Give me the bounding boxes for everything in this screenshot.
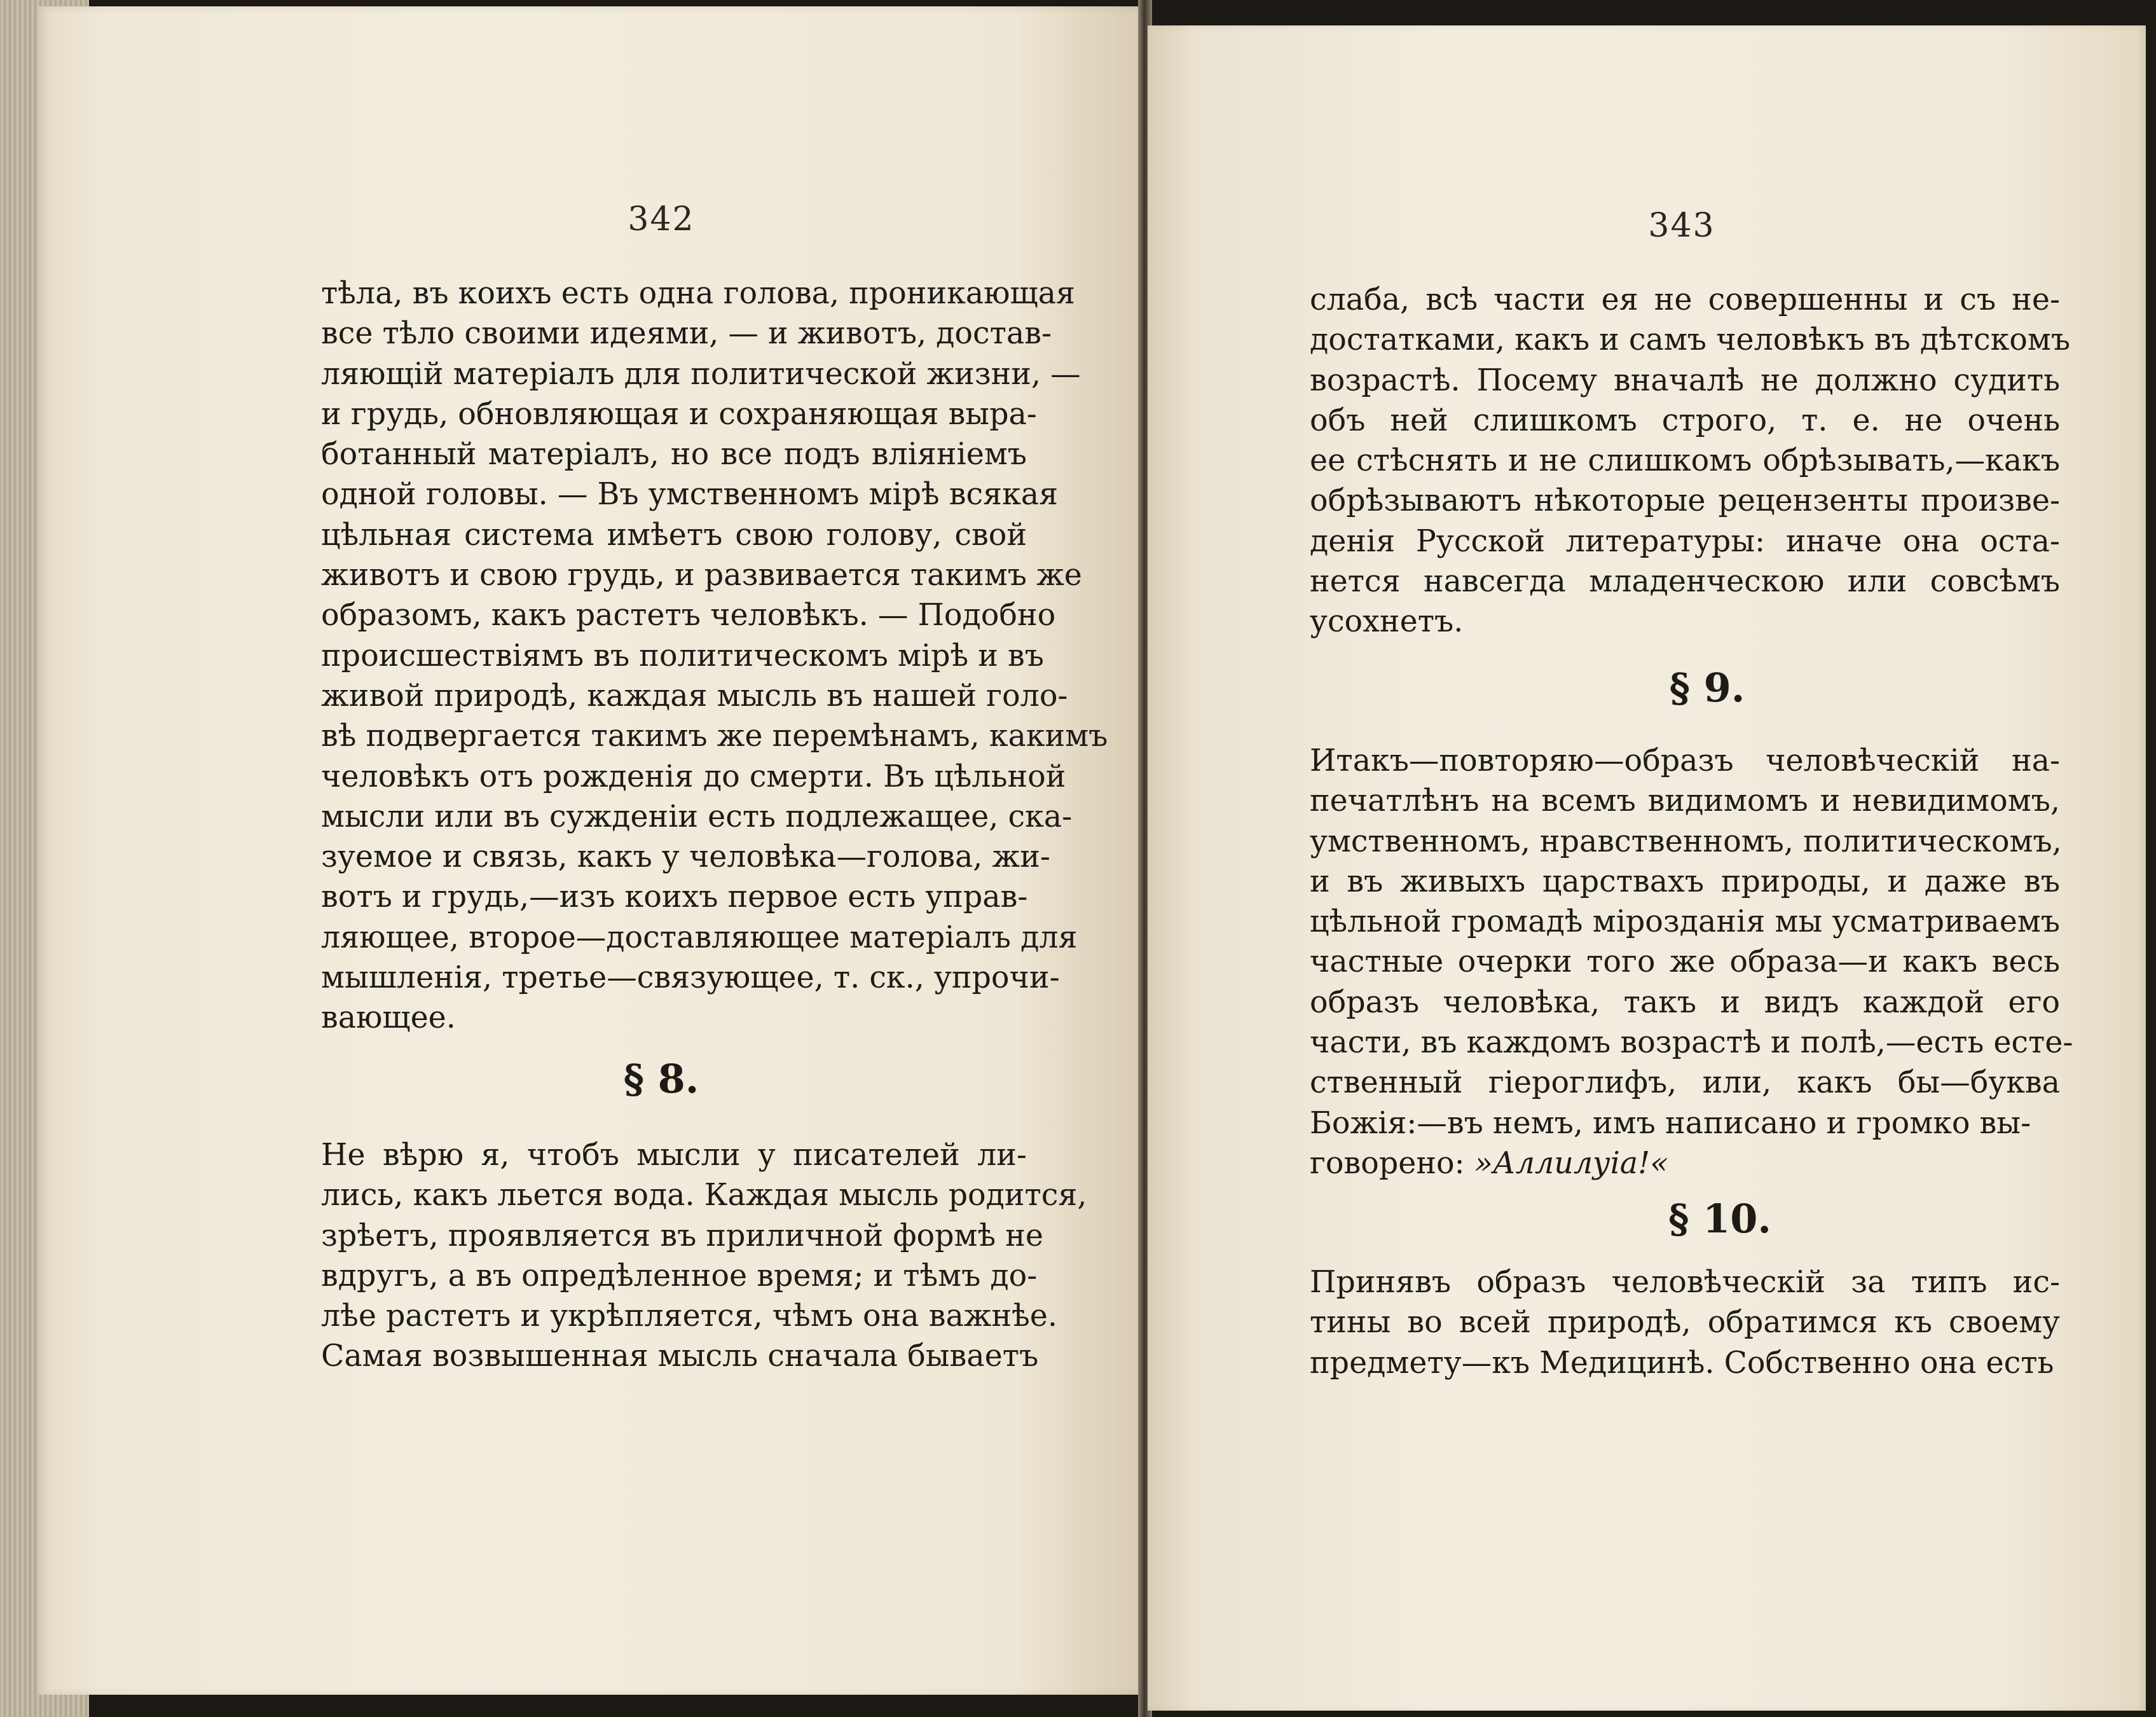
paragraph <box>321 1135 1087 1377</box>
text-line: образомъ, какъ растетъ человѣкъ. — Подобно <box>321 598 1056 633</box>
text-line: денія Русской литературы: иначе она оста- <box>1310 523 2060 559</box>
text-line: одной головы. — Въ умственномъ мірѣ всякая <box>321 477 1059 513</box>
paragraph <box>1310 741 2073 1143</box>
text-line: лѣе растетъ и укрѣпляется, чѣмъ она важнѣе. <box>321 1299 1057 1334</box>
text-line: и грудь, обновляющая и сохраняющая выра- <box>321 396 1037 432</box>
text-line: ее стѣснять и не слишкомъ обрѣзывать,—какъ <box>1310 443 2060 479</box>
paragraph-last-line <box>1310 1143 2060 1183</box>
text-line: живой природѣ, каждая мысль въ нашей голо- <box>321 678 1068 714</box>
text-line: слаба, всѣ части ея не совершенны и съ не- <box>1310 282 2060 317</box>
page-number: 343 <box>1648 207 1715 245</box>
text-line: лись, какъ льется вода. Каждая мысль родится, <box>321 1178 1087 1213</box>
text-line: животъ и свою грудь, и развивается такимъ же <box>321 558 1082 593</box>
paragraph <box>321 273 1108 1038</box>
text-line: ственный гіероглифъ, или, какъ бы—буква <box>1310 1065 2060 1101</box>
text-line: ботанный матеріалъ, но все подъ вліяніемъ <box>321 437 1027 472</box>
text-line: предмету—къ Медицинѣ. Собственно она есть <box>1310 1345 2054 1381</box>
text-line: возрастѣ. Посему вначалѣ не должно судить <box>1310 362 2060 398</box>
paragraph <box>1310 1262 2060 1383</box>
section-heading: § 10. <box>1668 1196 1771 1242</box>
text-line: происшествіямъ въ политическомъ мірѣ и въ <box>321 638 1045 673</box>
text-line: цѣльная система имѣетъ свою голову, свой <box>321 517 1027 553</box>
text-line: мысли или въ сужденіи есть подлежащее, ска- <box>321 799 1073 834</box>
text-line: частные очерки того же образа—и какъ весь <box>1310 944 2060 980</box>
text-line: Принявъ образъ человѣческій за типъ ис- <box>1310 1265 2060 1300</box>
text-line: Не вѣрю я, чтобъ мысли у писателей ли- <box>321 1138 1027 1173</box>
text-line: человѣкъ отъ рожденія до смерти. Въ цѣльной <box>321 759 1066 794</box>
left-page <box>38 6 1141 1695</box>
text-line: ляющее, второе—доставляющее матеріалъ для <box>321 920 1078 955</box>
text-line: достатками, какъ и самъ человѣкъ въ дѣтскомъ <box>1310 322 2071 358</box>
right-page <box>1148 25 2146 1711</box>
section-heading: § 9. <box>1669 665 1745 711</box>
text-line: печатлѣнъ на всемъ видимомъ и невидимомъ, <box>1310 783 2060 819</box>
text-line: мышленія, третье—связующее, т. ск., упрочи- <box>321 960 1060 996</box>
text-line: умственномъ, нравственномъ, политическомъ, <box>1310 824 2062 859</box>
text-line: части, въ каждомъ возрастѣ и полѣ,—есть есте- <box>1310 1025 2073 1061</box>
text-line: Итакъ—повторяю—образъ человѣческій на- <box>1310 743 2060 778</box>
page-number: 342 <box>628 200 695 238</box>
text-line: Самая возвышенная мысль сначала бываетъ <box>321 1339 1039 1374</box>
text-line: и въ живыхъ царствахъ природы, и даже въ <box>1310 864 2060 899</box>
text-line: нется навсегда младенческою или совсѣмъ <box>1310 564 2060 600</box>
text-line: цѣльной громадѣ мірозданія мы усматриваемъ <box>1310 904 2060 940</box>
text-line: образъ человѣка, такъ и видъ каждой его <box>1310 984 2060 1020</box>
text-line: зрѣетъ, проявляется въ приличной формѣ не <box>321 1218 1044 1253</box>
text-line: вдругъ, а въ опредѣленное время; и тѣмъ до- <box>321 1258 1038 1293</box>
text-line: усохнетъ. <box>1310 604 1464 640</box>
text-line: говорено: »Аллилуіа!« <box>1310 1146 1669 1181</box>
section-heading: § 8. <box>623 1056 699 1102</box>
text-line: ляющій матеріалъ для политической жизни, — <box>321 356 1081 392</box>
paragraph <box>1310 280 2071 642</box>
text-line: тины во всей природѣ, обратимся къ своему <box>1310 1305 2060 1341</box>
text-line: вающее. <box>321 1000 456 1036</box>
text-line: обрѣзываютъ нѣкоторые рецензенты произве- <box>1310 483 2060 519</box>
text-line: вотъ и грудь,—изъ коихъ первое есть управ- <box>321 879 1028 915</box>
text-line: объ ней слишкомъ строго, т. е. не очень <box>1310 403 2060 438</box>
text-line: тѣла, въ коихъ есть одна голова, проникающая <box>321 276 1075 311</box>
text-line: Божія:—въ немъ, имъ написано и громко вы- <box>1310 1105 2031 1141</box>
italic-word: »Аллилуіа!« <box>1474 1146 1669 1181</box>
text-line: вѣ подвергается такимъ же перемѣнамъ, какимъ <box>321 719 1108 754</box>
text-line: зуемое и связь, какъ у человѣка—голова, жи- <box>321 839 1050 875</box>
text-line: все тѣло своими идеями, — и животъ, достав- <box>321 316 1052 352</box>
